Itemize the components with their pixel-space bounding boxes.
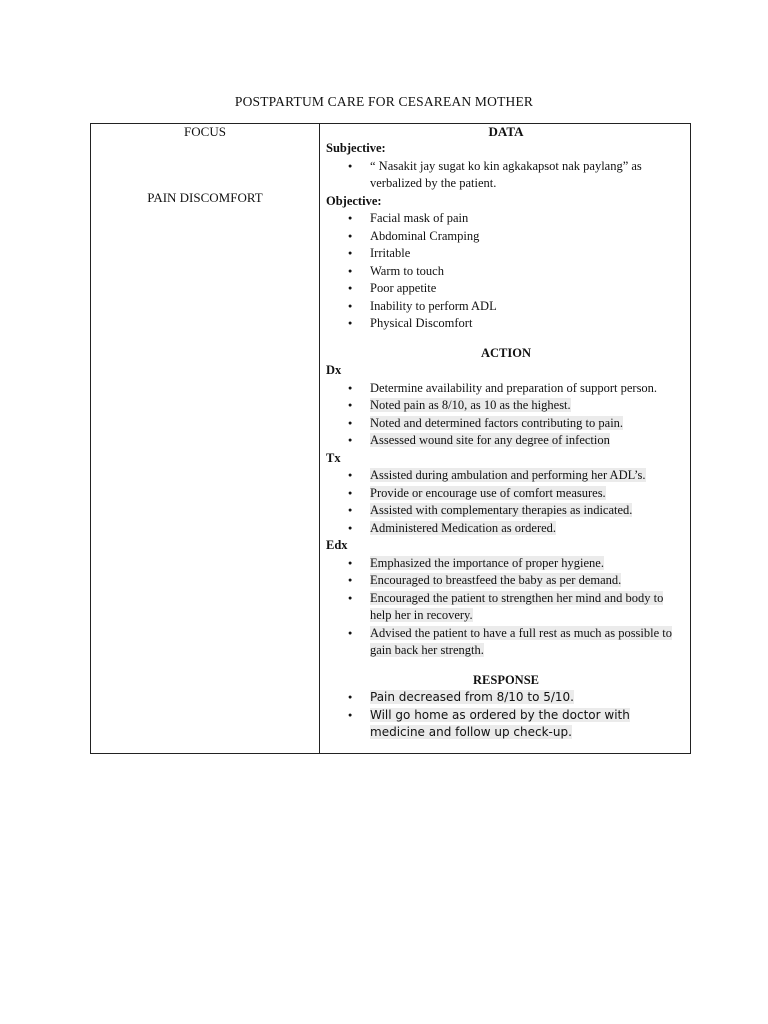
list-item: [326, 485, 686, 503]
response-item-text: Pain decreased from 8/10 to 5/10.: [370, 690, 574, 704]
list-item: [326, 590, 686, 625]
list-item: [326, 520, 686, 538]
list-item: [326, 415, 686, 433]
objective-list: [326, 210, 686, 333]
response-list: [326, 689, 686, 742]
list-item: [326, 315, 686, 333]
edx-item-text: Encouraged to breastfeed the baby as per demand.: [370, 573, 622, 587]
objective-item-text: Inability to perform ADL: [370, 298, 497, 313]
objective-label: Objective:: [326, 193, 382, 208]
list-item: [326, 502, 686, 520]
subjective-item-text: “ Nasakit jay sugat ko kin agkakapsot nak paylang” as verbalized by the patient.: [370, 158, 642, 190]
response-item-text: Will go home as ordered by the doctor with medicine and follow up check-up.: [370, 707, 630, 739]
list-item: [326, 432, 686, 450]
subjective-label: Subjective:: [326, 141, 386, 155]
edx-item-text: Emphasized the importance of proper hygiene.: [370, 555, 604, 570]
list-item: [326, 228, 686, 246]
subjective-list: [326, 158, 686, 193]
dx-item-text: Assessed wound site for any degree of infection: [370, 433, 610, 447]
list-item: [326, 298, 686, 316]
list-item: [326, 467, 686, 485]
edx-item-text: Advised the patient to have a full rest as much as possible to gain back her strength.: [370, 625, 673, 657]
objective-item-text: Abdominal Cramping: [370, 228, 480, 243]
list-item: [326, 210, 686, 228]
action-header: ACTION: [480, 345, 531, 360]
list-item: [326, 280, 686, 298]
tx-item-text: Assisted with complementary therapies as indicated.: [370, 503, 633, 517]
tx-list: [326, 467, 686, 537]
tx-item-text: Administered Medication as ordered.: [370, 520, 557, 535]
list-item: [326, 263, 686, 281]
focus-value: PAIN DISCOMFORT: [147, 190, 263, 205]
objective-item-text: Irritable: [370, 246, 411, 260]
objective-item-text: Physical Discomfort: [370, 316, 473, 330]
list-item: [326, 380, 686, 398]
dx-item-text: Noted and determined factors contributing to pain.: [370, 415, 624, 430]
list-item: [326, 707, 686, 742]
tx-label: Tx: [326, 450, 341, 465]
list-item: [326, 689, 686, 707]
edx-item-text: Encouraged the patient to strengthen her mind and body to help her in recovery.: [370, 590, 664, 622]
care-plan-table: [90, 123, 691, 754]
dx-label: Dx: [326, 363, 342, 377]
focus-header: FOCUS: [184, 124, 226, 139]
dx-item-text: Noted pain as 8/10, as 10 as the highest.: [370, 398, 571, 412]
tx-item-text: Provide or encourage use of comfort measures.: [370, 485, 606, 500]
objective-item-text: Poor appetite: [370, 281, 437, 295]
list-item: [326, 572, 686, 590]
dx-list: [326, 380, 686, 450]
list-item: [326, 555, 686, 573]
data-header: DATA: [488, 124, 524, 139]
edx-label: Edx: [326, 538, 348, 552]
list-item: [326, 397, 686, 415]
objective-item-text: Warm to touch: [370, 263, 444, 278]
response-header: RESPONSE: [473, 672, 539, 687]
dx-item-text: Determine availability and preparation of support person.: [370, 380, 658, 395]
list-item: [326, 245, 686, 263]
list-item: [326, 625, 686, 660]
list-item: [326, 158, 686, 193]
page-title: POSTPARTUM CARE FOR CESAREAN MOTHER: [234, 94, 534, 109]
tx-item-text: Assisted during ambulation and performing her ADL’s.: [370, 468, 646, 482]
data-column: [320, 124, 690, 753]
edx-list: [326, 555, 686, 660]
objective-item-text: Facial mask of pain: [370, 211, 469, 225]
focus-column: [91, 124, 320, 753]
